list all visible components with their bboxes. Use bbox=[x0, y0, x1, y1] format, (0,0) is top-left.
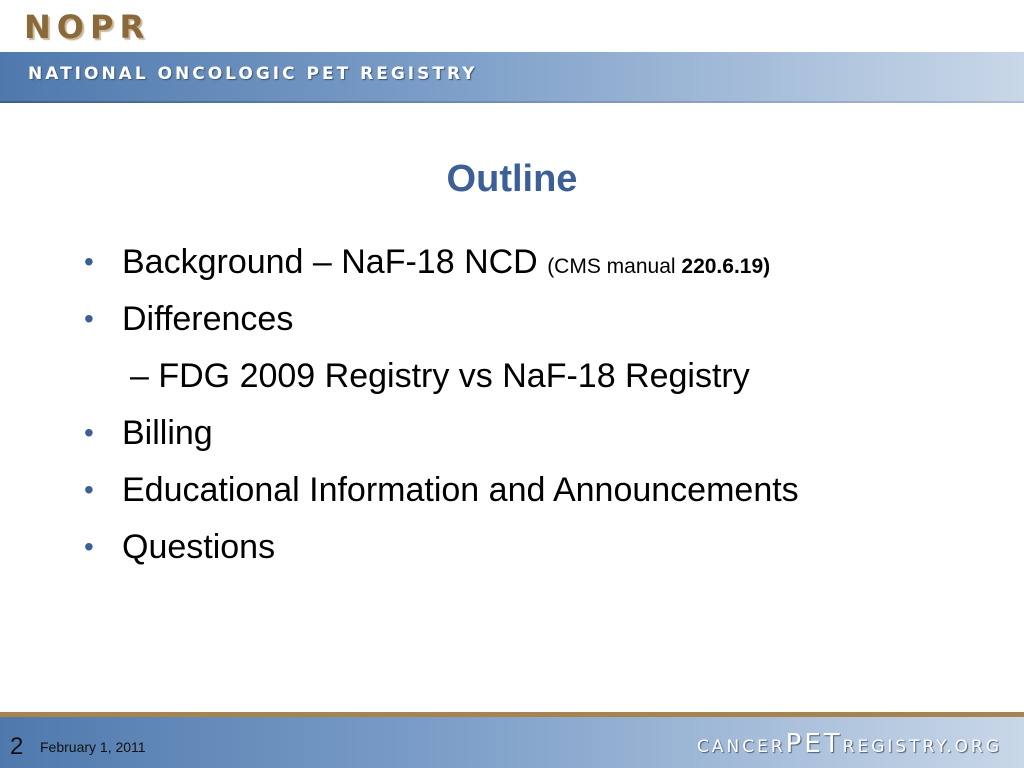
item-note-bold: 220.6.19) bbox=[681, 255, 771, 278]
site-part-registry: REGISTRY.ORG bbox=[842, 737, 1002, 757]
nopr-logo: NOPR bbox=[24, 8, 151, 46]
item-note-prefix: (CMS manual bbox=[547, 255, 682, 278]
list-item-text: Differences bbox=[122, 300, 294, 338]
site-part-cancer: CANCER bbox=[697, 737, 786, 757]
logo-area bbox=[0, 0, 1024, 52]
bullet-icon: • bbox=[84, 531, 94, 562]
list-item-text: Questions bbox=[122, 528, 276, 566]
page-number: 2 bbox=[10, 733, 24, 760]
bullet-icon: • bbox=[84, 303, 94, 334]
list-item-text: Billing bbox=[122, 414, 213, 452]
footer-banner bbox=[0, 717, 1024, 768]
footer-site-logo bbox=[697, 729, 1002, 759]
slide-title: Outline bbox=[446, 158, 578, 200]
bullet-icon: • bbox=[84, 417, 94, 448]
bullet-icon: • bbox=[84, 474, 94, 505]
item-note bbox=[547, 255, 770, 278]
site-part-pet: PET bbox=[785, 729, 843, 759]
banner-title: NATIONAL ONCOLOGIC PET REGISTRY bbox=[28, 64, 478, 84]
list-item-text bbox=[122, 240, 770, 289]
list-item-text: Educational Information and Announcements bbox=[122, 471, 799, 509]
header-banner bbox=[0, 52, 1024, 103]
bullet-icon: • bbox=[84, 246, 94, 277]
footer-date: February 1, 2011 bbox=[40, 739, 146, 755]
list-item-text: – FDG 2009 Registry vs NaF-18 Registry bbox=[130, 357, 750, 395]
item-main-text: Background – NaF-18 NCD bbox=[122, 243, 548, 281]
